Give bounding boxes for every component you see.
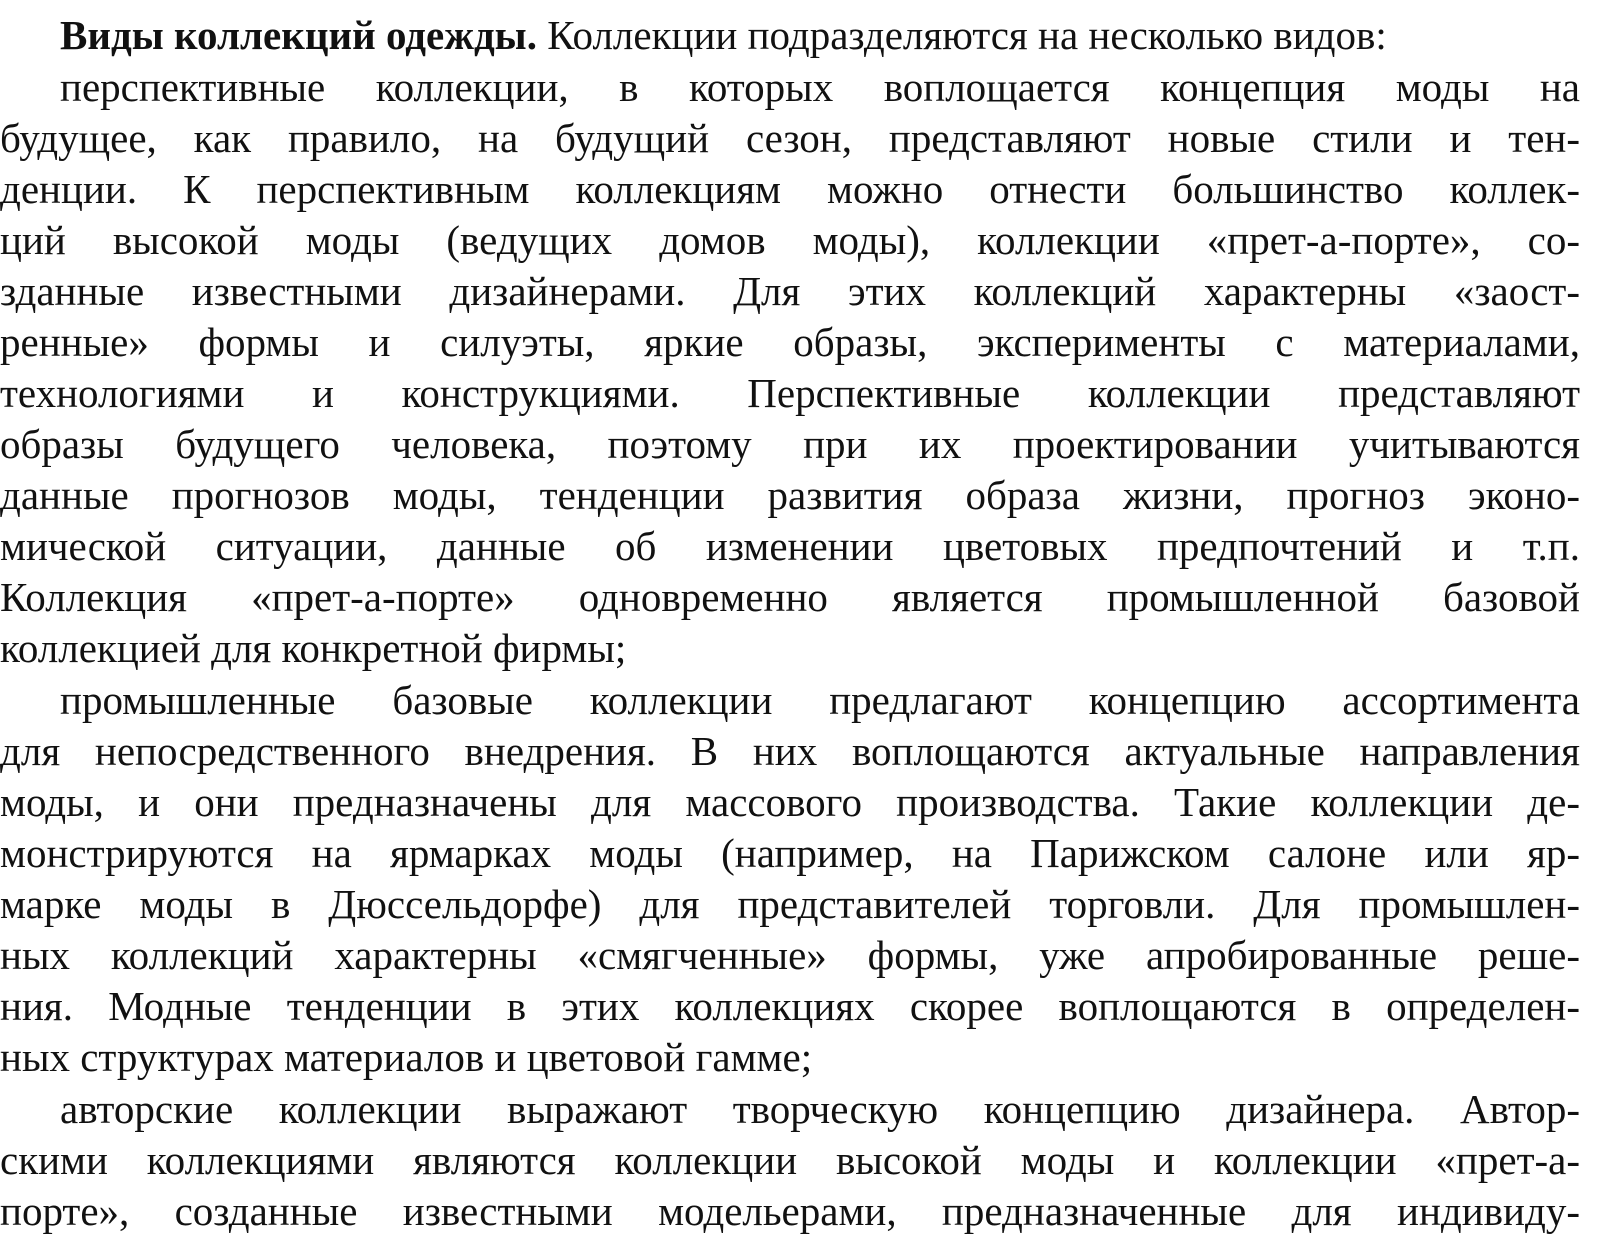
- paragraph-line: моды, и они предназначены для массового производства. Такие коллекции де-: [0, 779, 1580, 825]
- paragraph-line: монстрируются на ярмарках моды (например, на Парижском салоне или яр-: [0, 830, 1580, 876]
- paragraph-line: мической ситуации, данные об изменении цветовых предпочтений и т.п.: [0, 523, 1580, 569]
- paragraph-line: коллекцией для конкретной фирмы;: [0, 625, 627, 671]
- paragraph-line: образы будущего человека, поэтому при их проектировании учитываются: [0, 421, 1580, 467]
- paragraph-line: ния. Модные тенденции в этих коллекциях скорее воплощаются в определен-: [0, 983, 1580, 1029]
- paragraph-line: перспективные коллекции, в которых воплощается концепция моды на: [60, 64, 1580, 110]
- heading-line: [60, 10, 1580, 61]
- paragraph-line: Коллекция «прет-а-порте» одновременно является промышленной базовой: [0, 574, 1580, 620]
- paragraph-line: технологиями и конструкциями. Перспективные коллекции представляют: [0, 370, 1580, 416]
- paragraph-line: ных структурах материалов и цветовой гамме;: [0, 1034, 813, 1080]
- paragraph-line: промышленные базовые коллекции предлагают концепцию ассортимента: [60, 677, 1580, 723]
- heading-continuation: Коллекции подразделяются на несколько видов:: [536, 12, 1387, 58]
- paragraph-line: зданные известными дизайнерами. Для этих коллекций характерны «заост-: [0, 268, 1580, 314]
- paragraph-line: ных коллекций характерны «смягченные» формы, уже апробированные реше-: [0, 932, 1580, 978]
- paragraph-line: скими коллекциями являются коллекции высокой моды и коллекции «прет-а-: [0, 1137, 1580, 1183]
- section-heading: Виды коллекций одежды.: [60, 12, 537, 58]
- paragraph-line: будущее, как правило, на будущий сезон, представляют новые стили и тен-: [0, 115, 1580, 161]
- paragraph-line: авторские коллекции выражают творческую концепцию дизайнера. Автор-: [60, 1086, 1580, 1132]
- paragraph-line: ренные» формы и силуэты, яркие образы, эксперименты с материалами,: [0, 319, 1580, 365]
- paragraph-line: ций высокой моды (ведущих домов моды), коллекции «прет-а-порте», со-: [0, 217, 1580, 263]
- paragraph-line: для непосредственного внедрения. В них воплощаются актуальные направления: [0, 728, 1580, 774]
- paragraph-line: порте», созданные известными модельерами, предназначенные для индивиду-: [0, 1188, 1580, 1234]
- paragraph-line: данные прогнозов моды, тенденции развития образа жизни, прогноз эконо-: [0, 472, 1580, 518]
- paragraph-line: денции. К перспективным коллекциям можно отнести большинство коллек-: [0, 166, 1580, 212]
- paragraph-line: марке моды в Дюссельдорфе) для представителей торговли. Для промышлен-: [0, 881, 1580, 927]
